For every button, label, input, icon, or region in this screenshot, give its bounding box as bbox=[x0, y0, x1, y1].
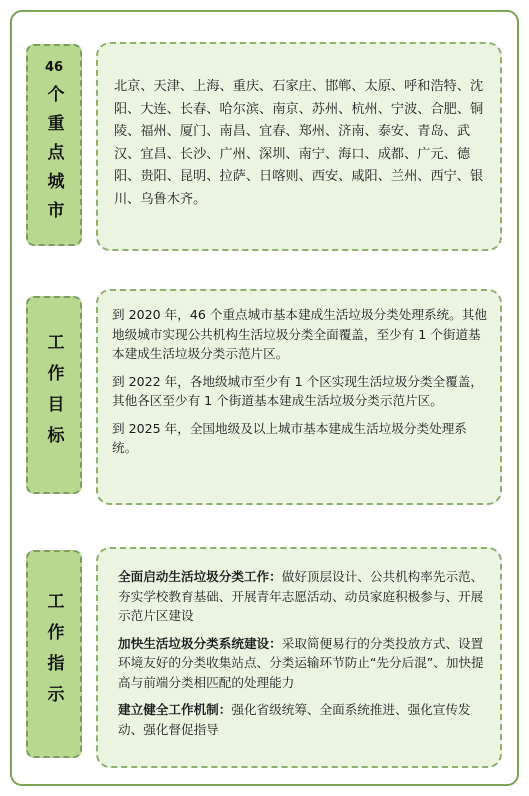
label-text: 工作指示 bbox=[43, 592, 64, 716]
label-text: 个重点城市 bbox=[43, 85, 64, 230]
goal-paragraph: 到 2020 年，46 个重点城市基本建成生活垃圾分类处理系统。其他地级城市实现公共机构生活垃圾分类全面覆盖，至少有 1 个街道基本建成生活垃圾分类示范片区。 bbox=[112, 307, 487, 361]
guidance-text: 强化省级统筹、全面系统推进、强化宣传发动、强化督促指导 bbox=[118, 702, 471, 737]
city-list: 北京、天津、上海、重庆、石家庄、邯郸、太原、呼和浩特、沈阳、大连、长春、哈尔滨、南京、苏州、杭州、宁波、合肥、铜陵、福州、厦门、南昌、宜春、郑州、济南、泰安、青岛、武汉、宜昌、长沙、广州、深圳、南宁、海口、成都、广元、德阳、贵阳、昆明、拉萨、日喀则、西安、咸阳、兰州、西宁、银川、乌鲁木齐。 bbox=[114, 79, 484, 207]
guidance-text: 采取简便易行的分类投放方式、设置环境友好的分类收集站点、分类运输环节防止“先分后混”、加快提高与前端分类相匹配的处理能力 bbox=[118, 635, 484, 690]
label-work-guidance bbox=[26, 550, 82, 758]
panel-work-goals bbox=[96, 289, 502, 505]
guidance-text: 做好顶层设计、公共机构率先示范、夯实学校教育基础、开展青年志愿活动、动员家庭积极参与、开展示范片区建设 bbox=[118, 569, 484, 623]
guidance-title: 加快生活垃圾分类系统建设： bbox=[118, 635, 282, 651]
guidance-item bbox=[118, 567, 488, 626]
label-text: 工作目标 bbox=[43, 333, 64, 457]
goal-paragraph: 到 2025 年，全国地级及以上城市基本建成生活垃圾分类处理系统。 bbox=[112, 420, 467, 455]
guidance-title: 全面启动生活垃圾分类工作： bbox=[118, 569, 282, 584]
goal-paragraph: 到 2022 年，各地级城市至少有 1 个区实现生活垃圾分类全覆盖，其他各区至少有 1 个街道基本建成生活垃圾分类示范片区。 bbox=[112, 373, 483, 408]
guidance-item bbox=[118, 634, 488, 693]
guidance-title: 建立健全工作机制： bbox=[118, 702, 232, 717]
label-work-goals bbox=[26, 296, 82, 494]
label-key-cities bbox=[26, 44, 82, 246]
panel-key-cities bbox=[96, 42, 502, 251]
goals-content bbox=[112, 305, 488, 466]
panel-work-guidance bbox=[96, 547, 502, 768]
guidance-content bbox=[118, 567, 488, 747]
label-number: 46 bbox=[44, 60, 64, 75]
guidance-item bbox=[118, 700, 488, 739]
